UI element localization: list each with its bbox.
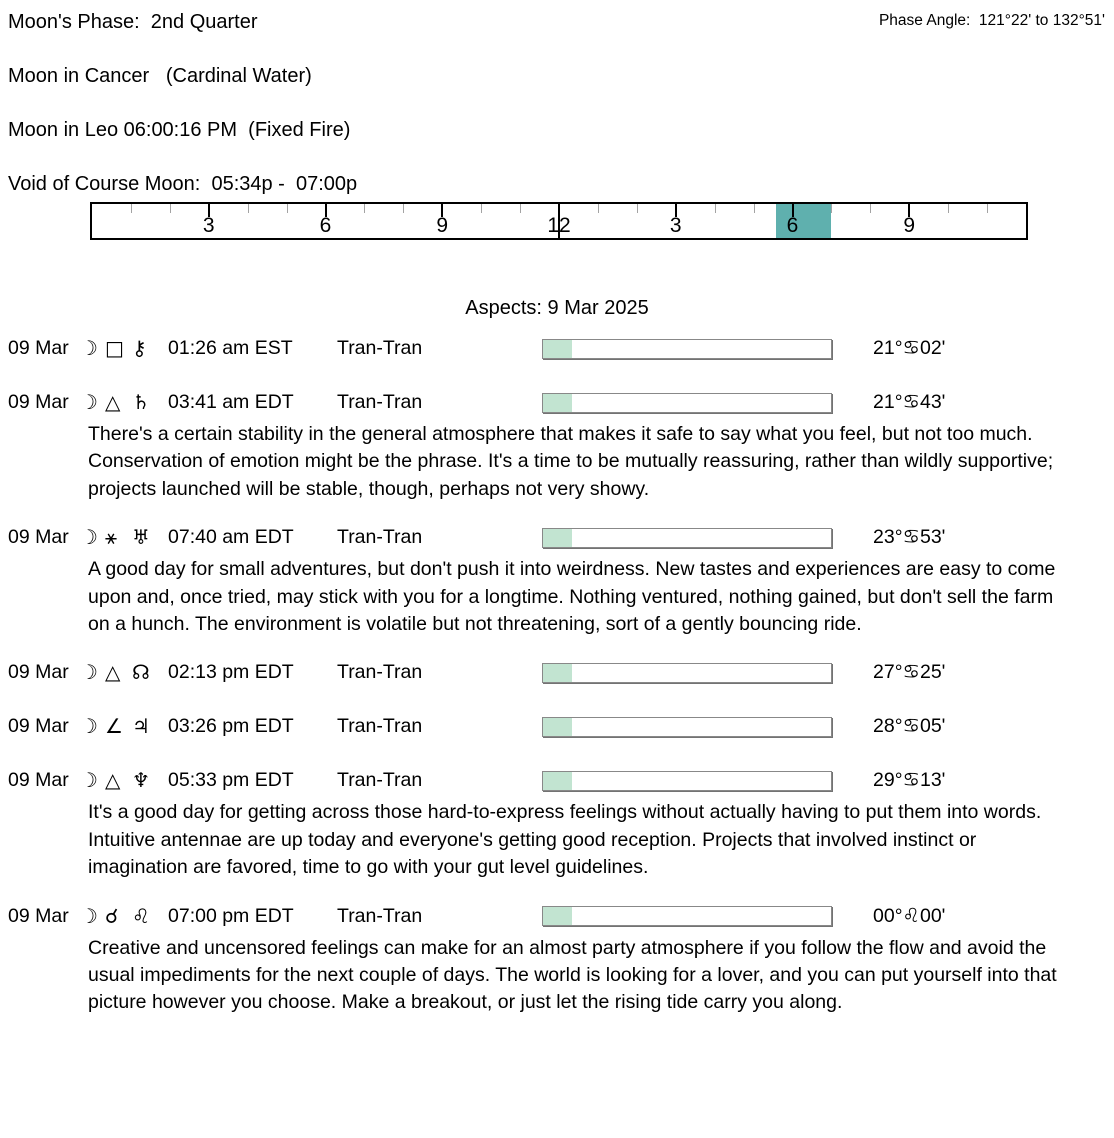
- hour-label: 6: [319, 214, 332, 237]
- aspect-time: 03:26 pm EDT: [168, 715, 294, 738]
- aspect-type: Tran-Tran: [337, 715, 423, 738]
- hour-tick: [987, 204, 988, 213]
- aspect-time: 07:40 am EDT: [168, 526, 294, 549]
- saturn-icon: ♄: [132, 390, 150, 414]
- north-node-icon: ☊: [132, 660, 150, 685]
- orb-progress-fill: [543, 340, 572, 358]
- moon-icon: ☽: [80, 903, 98, 928]
- hour-tick: [715, 204, 716, 213]
- hour-tick: [170, 204, 171, 213]
- leo-icon: ♌: [132, 903, 150, 928]
- aspect-conjunction-icon: ☌: [105, 903, 119, 928]
- hour-tick: [754, 204, 755, 213]
- void-period-highlight: [776, 204, 832, 238]
- aspect-row: [0, 770, 1114, 791]
- neptune-icon: ♆: [132, 768, 150, 793]
- orb-progress-bar: [542, 663, 832, 683]
- orb-progress-fill: [543, 394, 572, 412]
- aspect-degree: 28°♋05': [873, 715, 946, 738]
- moon-icon: ☽: [80, 525, 98, 550]
- orb-progress-bar: [542, 717, 832, 737]
- moon-icon: ☽: [80, 390, 98, 414]
- hour-tick: [481, 204, 482, 213]
- aspect-row: [0, 716, 1114, 737]
- aspect-semisquare-icon: ∠: [105, 714, 123, 739]
- hour-tick: [948, 204, 949, 213]
- aspect-square-icon: □: [105, 336, 124, 360]
- aspect-date: 09 Mar: [8, 526, 69, 549]
- interpretation-text: Creative and uncensored feelings can make for an almost party atmosphere if you follow the flow and avoid the usual impediments for the next couple of days. The world is looking for a lover, and you can put yourself into that picture however you choose. Make a breakout, or just let the rising tide carry you along.: [88, 936, 1057, 1014]
- hour-tick: [870, 204, 871, 213]
- orb-progress-bar: [542, 393, 832, 413]
- aspect-type: Tran-Tran: [337, 661, 423, 684]
- aspect-time: 03:41 am EDT: [168, 391, 294, 413]
- aspect-degree: 21°♋02': [873, 337, 946, 359]
- hour-tick: [520, 204, 521, 213]
- orb-progress-bar: [542, 771, 832, 791]
- aspect-date: 09 Mar: [8, 904, 69, 927]
- aspect-time: 05:33 pm EDT: [168, 769, 294, 792]
- aspect-degree: 23°♋53': [873, 526, 946, 549]
- aspect-trine-icon: △: [105, 390, 121, 414]
- aspect-type: Tran-Tran: [337, 769, 423, 792]
- aspects-title: Aspects: 9 Mar 2025: [465, 297, 649, 319]
- aspect-type: Tran-Tran: [337, 904, 423, 927]
- aspect-row: [0, 338, 1114, 359]
- aspect-trine-icon: △: [105, 660, 121, 685]
- hour-label: 3: [669, 214, 682, 237]
- moon-icon: ☽: [80, 768, 98, 793]
- hour-tick: [364, 204, 365, 213]
- aspect-row: [0, 662, 1114, 683]
- hour-tick: [287, 204, 288, 213]
- hour-tick: [131, 204, 132, 213]
- moons-phase-line: Moon's Phase: 2nd Quarter: [8, 11, 258, 33]
- interpretation-text: There's a certain stability in the general atmosphere that makes it safe to say what you feel, but not too much. Conservation of emotion might be the phrase. It's a time to be mutually reassuring, rather than wildly supportive; projects launched will be stable, though, perhaps not very showy.: [88, 423, 1054, 500]
- moon-icon: ☽: [80, 336, 98, 360]
- hour-tick: [248, 204, 249, 213]
- orb-progress-fill: [543, 664, 572, 682]
- hour-tick: [637, 204, 638, 213]
- hour-label: 9: [436, 214, 449, 237]
- aspect-date: 09 Mar: [8, 715, 69, 738]
- phase-angle-label: Phase Angle: 121°22' to 132°51': [878, 12, 1105, 29]
- orb-progress-bar: [542, 906, 832, 926]
- aspect-row: [0, 527, 1114, 548]
- aspect-time: 01:26 am EST: [168, 337, 293, 359]
- aspect-date: 09 Mar: [8, 769, 69, 792]
- interpretation-text: A good day for small adventures, but don't push it into weirdness. New tastes and experiences are easy to come upon and, once tried, may stick with you for a longtime. Nothing ventured, nothing gained, but don't sell the farm on a hunch. The environment is volatile but not threatening, sort of a gently bouncing ride.: [88, 558, 1056, 636]
- orb-progress-fill: [543, 907, 572, 925]
- hour-label: 12: [547, 214, 571, 237]
- hour-label: 9: [903, 214, 916, 237]
- hour-label: 3: [202, 214, 215, 237]
- void-of-course-line: Void of Course Moon: 05:34p - 07:00p: [8, 173, 358, 195]
- hour-tick: [598, 204, 599, 213]
- aspect-date: 09 Mar: [8, 337, 69, 359]
- uranus-icon: ♅: [132, 525, 150, 550]
- orb-progress-fill: [543, 718, 572, 736]
- aspect-type: Tran-Tran: [337, 337, 423, 359]
- aspect-date: 09 Mar: [8, 391, 69, 413]
- aspect-time: 02:13 pm EDT: [168, 661, 294, 684]
- aspects-list: [0, 338, 1114, 1017]
- hour-label: 6: [786, 214, 799, 237]
- moon-icon: ☽: [80, 660, 98, 685]
- jupiter-icon: ♃: [132, 714, 150, 739]
- hour-tick: [403, 204, 404, 213]
- orb-progress-bar: [542, 528, 832, 548]
- void-of-course-timeline: [90, 202, 1028, 240]
- hour-tick: [831, 204, 832, 213]
- aspect-type: Tran-Tran: [337, 391, 423, 413]
- aspect-type: Tran-Tran: [337, 526, 423, 549]
- moon-ingress-line: Moon in Leo 06:00:16 PM (Fixed Fire): [8, 119, 351, 141]
- orb-progress-fill: [543, 772, 572, 790]
- aspect-row: [0, 392, 1114, 413]
- aspect-time: 07:00 pm EDT: [168, 904, 294, 927]
- chiron-icon: ⚷: [132, 336, 147, 360]
- aspect-degree: 27°♋25': [873, 661, 946, 684]
- aspect-degree: 00°♌00': [873, 904, 946, 927]
- aspect-date: 09 Mar: [8, 661, 69, 684]
- aspect-degree: 21°♋43': [873, 391, 946, 413]
- aspect-degree: 29°♋13': [873, 769, 946, 792]
- aspect-row: [0, 903, 1114, 928]
- orb-progress-fill: [543, 529, 572, 547]
- orb-progress-bar: [542, 339, 832, 359]
- moon-in-sign-line: Moon in Cancer (Cardinal Water): [8, 65, 312, 87]
- interpretation-text: It's a good day for getting across those hard-to-express feelings without actually having to put them into words. Intuitive antennae are up today and everyone's getting good reception. Projects that involved instinct or imagination are favored, time to go with your gut level guidelines.: [88, 801, 1042, 879]
- aspect-trine-icon: △: [105, 768, 121, 793]
- aspect-sextile-icon: ⚹: [105, 525, 117, 550]
- moon-icon: ☽: [80, 714, 98, 739]
